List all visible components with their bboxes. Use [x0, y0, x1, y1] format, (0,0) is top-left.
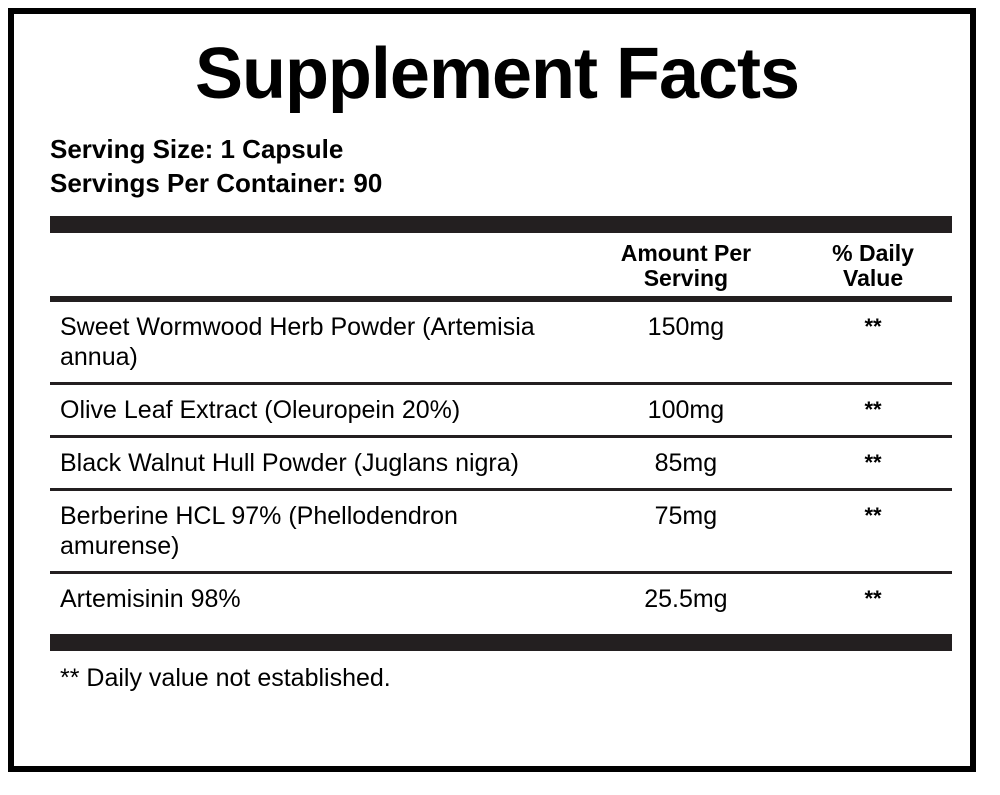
ingredient-amount: 25.5mg [578, 573, 794, 625]
ingredient-name: Artemisinin 98% [50, 573, 578, 625]
divider-thick-bottom [50, 634, 952, 651]
ingredient-amount: 150mg [647, 313, 725, 342]
ingredient-name: Sweet Wormwood Herb Powder (Artemisia annua) [60, 313, 535, 372]
column-header-name [50, 233, 578, 296]
table-row [50, 490, 952, 573]
column-header-daily-value [794, 233, 952, 296]
ingredient-daily-value: ** [794, 437, 952, 490]
page-title: Supplement Facts [194, 34, 800, 114]
table-row [50, 302, 952, 384]
supplement-facts-panel [8, 8, 976, 772]
ingredient-daily-value: ** [794, 573, 952, 625]
ingredient-daily-value: ** [794, 384, 952, 437]
footnote-daily-value: ** Daily value not established. [60, 664, 391, 693]
servings-per-container: Servings Per Container: 90 [50, 167, 383, 198]
serving-size: Serving Size: 1 Capsule [50, 134, 344, 165]
ingredient-name: Olive Leaf Extract (Oleuropein 20%) [50, 384, 578, 437]
column-header-amount-line1: Amount Per [620, 239, 752, 266]
table-row [50, 573, 952, 625]
ingredient-name: Berberine HCL 97% (Phellodendron amurense) [50, 490, 578, 573]
column-header-dv-line2: Value [843, 264, 904, 291]
table-row [50, 437, 952, 490]
ingredients-table [50, 302, 952, 624]
ingredient-daily-value: ** [864, 314, 882, 340]
nutrition-table [50, 233, 952, 296]
serving-info [50, 133, 952, 200]
column-header-amount [578, 233, 794, 296]
table-row [50, 384, 952, 437]
ingredient-amount: 75mg [578, 490, 794, 573]
column-header-amount-line2: Serving [643, 264, 729, 291]
divider-thick-top [50, 216, 952, 233]
ingredient-amount: 100mg [578, 384, 794, 437]
ingredient-daily-value: ** [794, 490, 952, 573]
ingredient-amount: 85mg [578, 437, 794, 490]
ingredient-name: Black Walnut Hull Powder (Juglans nigra) [50, 437, 578, 490]
table-header-row [50, 233, 952, 296]
column-header-dv-line1: % Daily [832, 239, 914, 266]
label-content [50, 28, 952, 756]
